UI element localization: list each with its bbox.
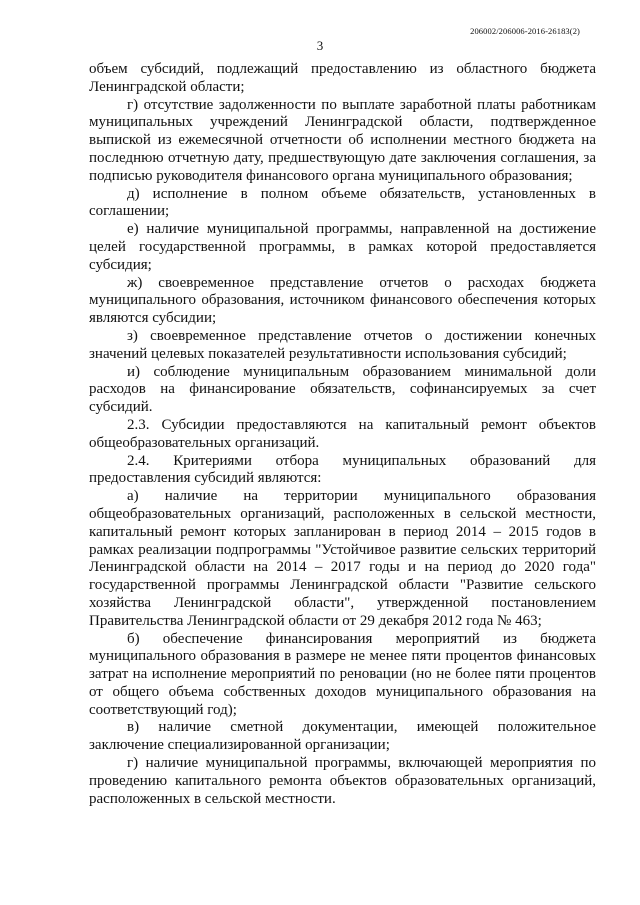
- paragraph-criterion-a: а) наличие на территории муниципального образования общеобразовательных организаций, расположенных в сельской местности, капитальный ремонт которых запланирован в период 2014 – 2015 годов в рамках реализации подпрограммы "Устойчивое развитие сельских территорий Ленинградской области на 2014 – 2017 годы и на период до 2020 года" государственной программы Ленинградской области "Развитие сельского хозяйства Ленинградской области", утвержденной постановлением Правительства Ленинградской области от 29 декабря 2012 года № 463;: [89, 488, 596, 629]
- paragraph-criterion-v: в) наличие сметной документации, имеющей положительное заключение специализированной организации;: [89, 719, 596, 754]
- paragraph-item-zh-expense-reports: ж) своевременное представление отчетов о расходах бюджета муниципального образования, источником финансового обеспечения которых являются субсидии;: [89, 274, 596, 327]
- paragraph-item-e-municipal-program: е) наличие муниципальной программы, направленной на достижение целей государственной программы, в рамках которой предоставляется субсидия;: [89, 221, 596, 273]
- paragraph-item-d-obligations: д) исполнение в полном объеме обязательств, установленных в соглашении;: [89, 185, 596, 220]
- paragraph-section-2-4: 2.4. Критериями отбора муниципальных образований для предоставления субсидий являются:: [89, 452, 596, 487]
- paragraph-criterion-b: б) обеспечение финансирования мероприятий из бюджета муниципального образования в размере не менее пяти процентов финансовых затрат на исполнение мероприятий по реновации (но не более пяти процентов от общего объема собственных доходов муниципального образования на соответствующий год);: [89, 630, 596, 718]
- paragraph-item-g-salary-debt: г) отсутствие задолженности по выплате заработной платы работникам муниципальных учреждений Ленинградской области, подтвержденное выпиской из ежемесячной отчетности об исполнении местного бюджета на последнюю отчетную дату, предшествующую дате заключения соглашения, за подписью руководителя финансового органа муниципального образования;: [89, 96, 596, 184]
- paragraph-section-2-3: 2.3. Субсидии предоставляются на капитальный ремонт объектов общеобразовательных организаций.: [89, 416, 596, 451]
- paragraph-criterion-g: г) наличие муниципальной программы, включающей мероприятия по проведению капитального ремонта объектов образовательных организаций, расположенных в сельской местности.: [89, 755, 596, 807]
- document-body: [89, 61, 596, 808]
- document-id: 206002/206006-2016-26183(2): [470, 26, 580, 36]
- paragraph-item-z-target-reports: з) своевременное представление отчетов о достижении конечных значений целевых показателей результативности использования субсидий;: [89, 327, 596, 362]
- paragraph-subsidy-volume: объем субсидий, подлежащий предоставлению из областного бюджета Ленинградской области;: [89, 61, 596, 95]
- page-number: 3: [316, 38, 324, 53]
- paragraph-item-i-cofinancing-share: и) соблюдение муниципальным образованием минимальной доли расходов на финансирование обязательств, софинансируемых за счет субсидий.: [89, 363, 596, 416]
